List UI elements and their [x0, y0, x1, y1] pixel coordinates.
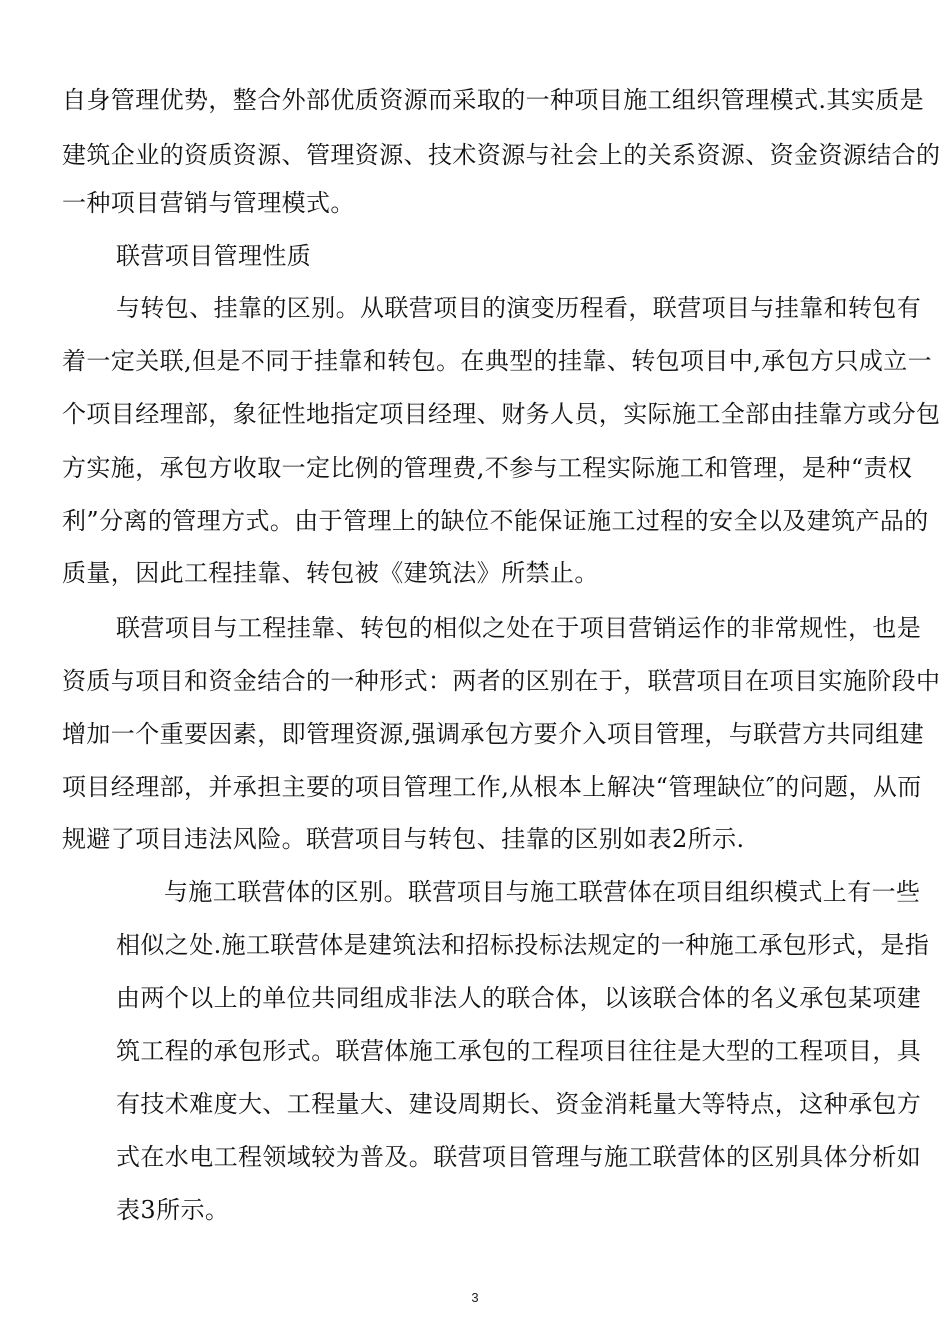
paragraph-4-line-4: 筑工程的承包形式。联营体施工承包的工程项目往往是大型的工程项目，具 — [116, 1037, 922, 1065]
paragraph-3-line-5: 规避了项目违法风险。联营项目与转包、挂靠的区别如表2所示. — [62, 825, 745, 853]
paragraph-4-line-5: 有技术难度大、工程量大、建设周期长、资金消耗量大等特点，这种承包方 — [116, 1090, 922, 1118]
paragraph-3-line-2: 资质与项目和资金结合的一种形式：两者的区别在于，联营项目在项目实施阶段中 — [62, 667, 941, 695]
paragraph-4-first-rest: 。联营项目与施工联营体在项目组织模式上有一些 — [383, 878, 921, 906]
paragraph-4-line-2: 相似之处.施工联营体是建筑法和招标投标法规定的一种施工承包形式，是指 — [116, 931, 930, 959]
paragraph-4-line-6: 式在水电工程领域较为普及。联营项目管理与施工联营体的区别具体分析如 — [116, 1143, 922, 1171]
paragraph-1-line-1: 自身管理优势，整合外部优质资源而采取的一种项目施工组织管理模式.其实质是 — [62, 86, 925, 114]
paragraph-4-line-1 — [164, 876, 921, 908]
paragraph-1-line-3: 一种项目营销与管理模式。 — [62, 189, 355, 217]
paragraph-4-line-7: 表3所示。 — [116, 1196, 230, 1224]
paragraph-3-line-1: 联营项目与工程挂靠、转包的相似之处在于项目营销运作的非常规性，也是 — [116, 614, 922, 642]
paragraph-2-first-rest: 。从联营项目的演变历程看，联营项目与挂靠和转包有 — [335, 294, 922, 322]
paragraph-2-line-3: 个项目经理部，象征性地指定项目经理、财务人员，实际施工全部由挂靠方或分包 — [62, 400, 941, 428]
paragraph-1-line-2: 建筑企业的资质资源、管理资源、技术资源与社会上的关系资源、资金资源结合的 — [62, 141, 941, 169]
section-heading: 联营项目管理性质 — [116, 242, 312, 270]
paragraph-2-line-2: 着一定关联,但是不同于挂靠和转包。在典型的挂靠、转包项目中,承包方只成立一 — [62, 347, 933, 375]
paragraph-2-line-5: 利”分离的管理方式。由于管理上的缺位不能保证施工过程的安全以及建筑产品的 — [62, 507, 929, 535]
paragraph-2-lead: 与转包、挂靠的区别 — [116, 294, 336, 322]
paragraph-4-line-3: 由两个以上的单位共同组成非法人的联合体，以该联合体的名义承包某项建 — [116, 984, 922, 1012]
page-number: 3 — [471, 1290, 479, 1305]
paragraph-3-line-3: 增加一个重要因素，即管理资源,强调承包方要介入项目管理，与联营方共同组建 — [62, 720, 925, 748]
paragraph-3-line-4: 项目经理部，并承担主要的项目管理工作,从根本上解决“管理缺位″的问题，从而 — [62, 773, 922, 801]
paragraph-2-line-6: 质量，因此工程挂靠、转包被《建筑法》所禁止。 — [62, 559, 599, 587]
paragraph-4-lead: 与施工联营体的区别 — [164, 878, 384, 906]
paragraph-2-line-1 — [116, 292, 922, 324]
paragraph-2-line-4: 方实施，承包方收取一定比例的管理费,不参与工程实际施工和管理，是种“责权 — [62, 454, 913, 482]
